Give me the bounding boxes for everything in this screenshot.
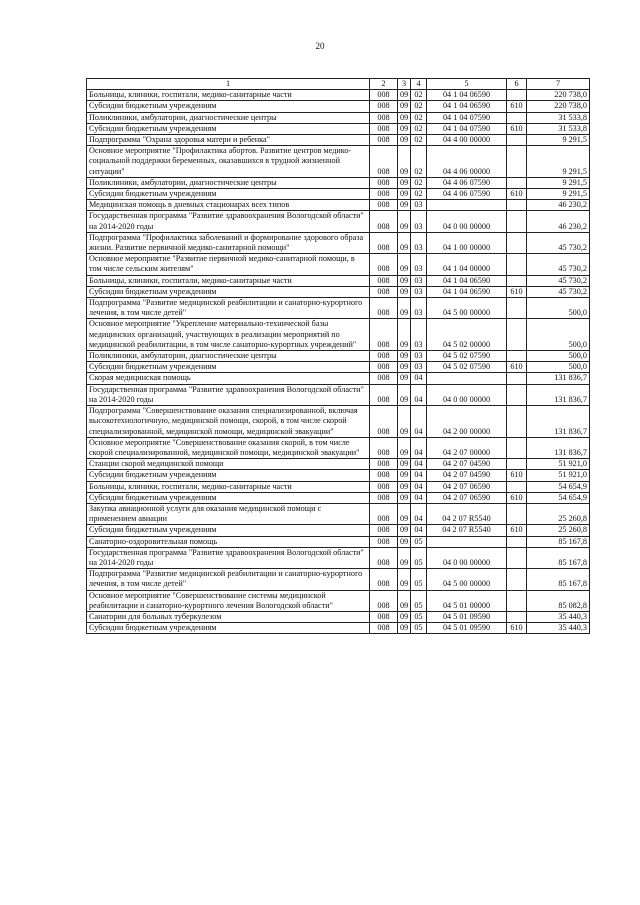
amount-cell: 500,0 <box>527 298 590 319</box>
subsection-code-cell: 02 <box>411 112 427 123</box>
table-row <box>87 470 590 481</box>
table-row <box>87 123 590 134</box>
section-code-cell: 09 <box>398 459 411 470</box>
table-row <box>87 254 590 275</box>
expense-type-cell <box>507 406 527 438</box>
row-name-cell: Субсидии бюджетным учреждениям <box>87 123 370 134</box>
amount-cell: 85 082,8 <box>527 590 590 611</box>
amount-cell: 51 921,0 <box>527 470 590 481</box>
expense-type-cell <box>507 437 527 458</box>
table-row <box>87 503 590 524</box>
expense-type-cell <box>507 146 527 178</box>
target-article-cell: 04 2 07 04590 <box>427 459 507 470</box>
column-header: 5 <box>427 79 507 90</box>
amount-cell: 31 533,8 <box>527 123 590 134</box>
expense-type-cell <box>507 211 527 232</box>
ministry-code-cell: 008 <box>370 525 398 536</box>
ministry-code-cell: 008 <box>370 459 398 470</box>
target-article-cell: 04 1 04 00000 <box>427 254 507 275</box>
expense-type-cell <box>507 351 527 362</box>
amount-cell: 131 836,7 <box>527 373 590 384</box>
table-row <box>87 362 590 373</box>
amount-cell: 35 440,3 <box>527 611 590 622</box>
amount-cell: 220 738,0 <box>527 90 590 101</box>
amount-cell: 9 291,5 <box>527 177 590 188</box>
section-code-cell: 09 <box>398 254 411 275</box>
amount-cell: 25 260,8 <box>527 525 590 536</box>
target-article-cell: 04 1 04 07590 <box>427 112 507 123</box>
row-name-cell: Санаторно-оздоровительная помощь <box>87 536 370 547</box>
ministry-code-cell: 008 <box>370 623 398 634</box>
subsection-code-cell: 04 <box>411 373 427 384</box>
amount-cell: 46 230,2 <box>527 211 590 232</box>
subsection-code-cell: 03 <box>411 286 427 297</box>
section-code-cell: 09 <box>398 406 411 438</box>
amount-cell: 31 533,8 <box>527 112 590 123</box>
expense-type-cell <box>507 459 527 470</box>
amount-cell: 500,0 <box>527 319 590 351</box>
section-code-cell: 09 <box>398 373 411 384</box>
expense-type-cell: 610 <box>507 525 527 536</box>
amount-cell: 85 167,8 <box>527 547 590 568</box>
ministry-code-cell: 008 <box>370 437 398 458</box>
subsection-code-cell: 02 <box>411 177 427 188</box>
expense-type-cell: 610 <box>507 189 527 200</box>
ministry-code-cell: 008 <box>370 503 398 524</box>
ministry-code-cell: 008 <box>370 177 398 188</box>
ministry-code-cell: 008 <box>370 373 398 384</box>
section-code-cell: 09 <box>398 211 411 232</box>
expense-type-cell <box>507 177 527 188</box>
target-article-cell: 04 2 07 06590 <box>427 481 507 492</box>
row-name-cell: Субсидии бюджетным учреждениям <box>87 623 370 634</box>
ministry-code-cell: 008 <box>370 470 398 481</box>
row-name-cell: Государственная программа "Развитие здравоохранения Вологодской области" на 2014-2020 годы <box>87 384 370 405</box>
target-article-cell: 04 4 06 07590 <box>427 177 507 188</box>
amount-cell: 85 167,8 <box>527 569 590 590</box>
section-code-cell: 09 <box>398 362 411 373</box>
row-name-cell: Санатории для больных туберкулезом <box>87 611 370 622</box>
table-row <box>87 298 590 319</box>
table-row <box>87 547 590 568</box>
section-code-cell: 09 <box>398 286 411 297</box>
table-row <box>87 406 590 438</box>
expense-type-cell <box>507 112 527 123</box>
table-row <box>87 611 590 622</box>
ministry-code-cell: 008 <box>370 611 398 622</box>
row-name-cell: Основное мероприятие "Укрепление материально-технической базы медицинских организаций, участвующих в реализации мероприятий по медицинской реабилитации, в том числе санаторно-курортных учреждений" <box>87 319 370 351</box>
section-code-cell: 09 <box>398 101 411 112</box>
table-row <box>87 384 590 405</box>
target-article-cell: 04 5 00 00000 <box>427 569 507 590</box>
ministry-code-cell: 008 <box>370 254 398 275</box>
target-article-cell <box>427 200 507 211</box>
table-row <box>87 189 590 200</box>
row-name-cell: Подпрограмма "Охрана здоровья матери и ребенка" <box>87 135 370 146</box>
table-row <box>87 286 590 297</box>
subsection-code-cell: 03 <box>411 319 427 351</box>
subsection-code-cell: 03 <box>411 351 427 362</box>
amount-cell: 45 730,2 <box>527 254 590 275</box>
target-article-cell <box>427 536 507 547</box>
row-name-cell: Больницы, клиники, госпитали, медико-санитарные части <box>87 481 370 492</box>
table-row <box>87 525 590 536</box>
expense-type-cell <box>507 135 527 146</box>
subsection-code-cell: 03 <box>411 211 427 232</box>
expense-type-cell <box>507 254 527 275</box>
target-article-cell: 04 4 06 07590 <box>427 189 507 200</box>
ministry-code-cell: 008 <box>370 569 398 590</box>
table-row <box>87 101 590 112</box>
ministry-code-cell: 008 <box>370 232 398 253</box>
expense-type-cell <box>507 319 527 351</box>
subsection-code-cell: 02 <box>411 101 427 112</box>
row-name-cell: Подпрограмма "Развитие медицинской реабилитации и санаторно-курортного лечения, в том числе детей" <box>87 298 370 319</box>
row-name-cell: Больницы, клиники, госпитали, медико-санитарные части <box>87 275 370 286</box>
amount-cell: 45 730,2 <box>527 286 590 297</box>
section-code-cell: 09 <box>398 492 411 503</box>
row-name-cell: Основное мероприятие "Развитие первичной медико-санитарной помощи, в том числе сельским жителям" <box>87 254 370 275</box>
row-name-cell: Станции скорой медицинской помощи <box>87 459 370 470</box>
subsection-code-cell: 02 <box>411 135 427 146</box>
subsection-code-cell: 04 <box>411 525 427 536</box>
target-article-cell: 04 1 04 07590 <box>427 123 507 134</box>
amount-cell: 51 921,0 <box>527 459 590 470</box>
expense-type-cell: 610 <box>507 623 527 634</box>
target-article-cell <box>427 373 507 384</box>
ministry-code-cell: 008 <box>370 319 398 351</box>
subsection-code-cell: 03 <box>411 362 427 373</box>
amount-cell: 131 836,7 <box>527 437 590 458</box>
table-row <box>87 481 590 492</box>
subsection-code-cell: 04 <box>411 503 427 524</box>
table-row <box>87 459 590 470</box>
target-article-cell: 04 2 07 00000 <box>427 437 507 458</box>
subsection-code-cell: 04 <box>411 492 427 503</box>
subsection-code-cell: 04 <box>411 384 427 405</box>
target-article-cell: 04 5 01 09590 <box>427 623 507 634</box>
ministry-code-cell: 008 <box>370 384 398 405</box>
table-row <box>87 232 590 253</box>
expense-type-cell: 610 <box>507 286 527 297</box>
column-header: 3 <box>398 79 411 90</box>
expense-type-cell <box>507 232 527 253</box>
amount-cell: 35 440,3 <box>527 623 590 634</box>
amount-cell: 131 836,7 <box>527 384 590 405</box>
ministry-code-cell: 008 <box>370 146 398 178</box>
ministry-code-cell: 008 <box>370 275 398 286</box>
amount-cell: 46 230,2 <box>527 200 590 211</box>
ministry-code-cell: 008 <box>370 406 398 438</box>
row-name-cell: Субсидии бюджетным учреждениям <box>87 286 370 297</box>
table-row <box>87 177 590 188</box>
section-code-cell: 09 <box>398 547 411 568</box>
section-code-cell: 09 <box>398 200 411 211</box>
ministry-code-cell: 008 <box>370 90 398 101</box>
table-row <box>87 90 590 101</box>
subsection-code-cell: 02 <box>411 123 427 134</box>
subsection-code-cell: 04 <box>411 437 427 458</box>
amount-cell: 131 836,7 <box>527 406 590 438</box>
amount-cell: 220 738,0 <box>527 101 590 112</box>
ministry-code-cell: 008 <box>370 211 398 232</box>
table-body <box>87 90 590 634</box>
target-article-cell: 04 5 02 07590 <box>427 351 507 362</box>
row-name-cell: Основное мероприятие "Совершенствование системы медицинской реабилитации и санаторно-курортного лечения Вологодской области" <box>87 590 370 611</box>
target-article-cell: 04 1 04 06590 <box>427 286 507 297</box>
row-name-cell: Субсидии бюджетным учреждениям <box>87 525 370 536</box>
target-article-cell: 04 2 07 R5540 <box>427 503 507 524</box>
target-article-cell: 04 5 01 00000 <box>427 590 507 611</box>
row-name-cell: Государственная программа "Развитие здравоохранения Вологодской области" на 2014-2020 годы <box>87 547 370 568</box>
subsection-code-cell: 03 <box>411 200 427 211</box>
section-code-cell: 09 <box>398 275 411 286</box>
target-article-cell: 04 2 07 04590 <box>427 470 507 481</box>
section-code-cell: 09 <box>398 112 411 123</box>
table-row <box>87 146 590 178</box>
table-row <box>87 351 590 362</box>
subsection-code-cell: 05 <box>411 547 427 568</box>
subsection-code-cell: 03 <box>411 275 427 286</box>
table-row <box>87 112 590 123</box>
target-article-cell: 04 5 02 07590 <box>427 362 507 373</box>
ministry-code-cell: 008 <box>370 536 398 547</box>
subsection-code-cell: 02 <box>411 189 427 200</box>
ministry-code-cell: 008 <box>370 123 398 134</box>
expense-type-cell <box>507 503 527 524</box>
subsection-code-cell: 04 <box>411 459 427 470</box>
ministry-code-cell: 008 <box>370 590 398 611</box>
ministry-code-cell: 008 <box>370 200 398 211</box>
target-article-cell: 04 1 04 06590 <box>427 90 507 101</box>
amount-cell: 54 654,9 <box>527 481 590 492</box>
section-code-cell: 09 <box>398 481 411 492</box>
subsection-code-cell: 03 <box>411 298 427 319</box>
table-row <box>87 569 590 590</box>
section-code-cell: 09 <box>398 146 411 178</box>
amount-cell: 9 291,5 <box>527 135 590 146</box>
column-header: 7 <box>527 79 590 90</box>
expense-type-cell <box>507 590 527 611</box>
ministry-code-cell: 008 <box>370 547 398 568</box>
subsection-code-cell: 04 <box>411 470 427 481</box>
table-row <box>87 536 590 547</box>
amount-cell: 9 291,5 <box>527 146 590 178</box>
section-code-cell: 09 <box>398 536 411 547</box>
row-name-cell: Субсидии бюджетным учреждениям <box>87 492 370 503</box>
amount-cell: 9 291,5 <box>527 189 590 200</box>
ministry-code-cell: 008 <box>370 481 398 492</box>
row-name-cell: Закупка авиационной услуги для оказания медицинской помощи с применением авиации <box>87 503 370 524</box>
amount-cell: 45 730,2 <box>527 232 590 253</box>
target-article-cell: 04 2 07 R5540 <box>427 525 507 536</box>
section-code-cell: 09 <box>398 135 411 146</box>
subsection-code-cell: 03 <box>411 254 427 275</box>
ministry-code-cell: 008 <box>370 362 398 373</box>
subsection-code-cell: 05 <box>411 569 427 590</box>
subsection-code-cell: 03 <box>411 232 427 253</box>
budget-table <box>86 78 590 634</box>
expense-type-cell <box>507 481 527 492</box>
section-code-cell: 09 <box>398 123 411 134</box>
row-name-cell: Поликлиники, амбулатории, диагностические центры <box>87 351 370 362</box>
table-row <box>87 492 590 503</box>
row-name-cell: Субсидии бюджетным учреждениям <box>87 470 370 481</box>
table-row <box>87 275 590 286</box>
row-name-cell: Подпрограмма "Профилактика заболеваний и формирование здорового образа жизни. Развитие первичной медико-санитарной помощи" <box>87 232 370 253</box>
section-code-cell: 09 <box>398 232 411 253</box>
row-name-cell: Субсидии бюджетным учреждениям <box>87 189 370 200</box>
table-row <box>87 623 590 634</box>
expense-type-cell <box>507 569 527 590</box>
section-code-cell: 09 <box>398 298 411 319</box>
expense-type-cell <box>507 373 527 384</box>
amount-cell: 54 654,9 <box>527 492 590 503</box>
section-code-cell: 09 <box>398 470 411 481</box>
expense-type-cell: 610 <box>507 123 527 134</box>
expense-type-cell <box>507 547 527 568</box>
expense-type-cell: 610 <box>507 362 527 373</box>
ministry-code-cell: 008 <box>370 112 398 123</box>
table-row <box>87 211 590 232</box>
row-name-cell: Скорая медицинская помощь <box>87 373 370 384</box>
table-row <box>87 437 590 458</box>
row-name-cell: Основное мероприятие "Профилактика абортов. Развитие центров медико-социальной поддержки беременных, оказавшихся в трудной жизненной ситуации" <box>87 146 370 178</box>
section-code-cell: 09 <box>398 384 411 405</box>
row-name-cell: Поликлиники, амбулатории, диагностические центры <box>87 112 370 123</box>
table-row <box>87 200 590 211</box>
row-name-cell: Подпрограмма "Совершенствование оказания специализированной, включая высокотехнологичную, медицинской помощи, скорой, в том числе скорой специализированной, медицинской помощи, медицинской эвакуации" <box>87 406 370 438</box>
expense-type-cell <box>507 536 527 547</box>
expense-type-cell: 610 <box>507 492 527 503</box>
ministry-code-cell: 008 <box>370 286 398 297</box>
section-code-cell: 09 <box>398 590 411 611</box>
target-article-cell: 04 5 02 00000 <box>427 319 507 351</box>
subsection-code-cell: 05 <box>411 623 427 634</box>
target-article-cell: 04 5 01 09590 <box>427 611 507 622</box>
table-row <box>87 319 590 351</box>
section-code-cell: 09 <box>398 319 411 351</box>
row-name-cell: Больницы, клиники, госпитали, медико-санитарные части <box>87 90 370 101</box>
expense-type-cell <box>507 384 527 405</box>
row-name-cell: Подпрограмма "Развитие медицинской реабилитации и санаторно-курортного лечения, в том числе детей" <box>87 569 370 590</box>
section-code-cell: 09 <box>398 503 411 524</box>
row-name-cell: Субсидии бюджетным учреждениям <box>87 362 370 373</box>
target-article-cell: 04 4 00 00000 <box>427 135 507 146</box>
target-article-cell: 04 1 04 06590 <box>427 275 507 286</box>
section-code-cell: 09 <box>398 611 411 622</box>
section-code-cell: 09 <box>398 177 411 188</box>
expense-type-cell: 610 <box>507 470 527 481</box>
target-article-cell: 04 0 00 00000 <box>427 384 507 405</box>
section-code-cell: 09 <box>398 351 411 362</box>
subsection-code-cell: 02 <box>411 90 427 101</box>
ministry-code-cell: 008 <box>370 351 398 362</box>
amount-cell: 45 730,2 <box>527 275 590 286</box>
section-code-cell: 09 <box>398 525 411 536</box>
ministry-code-cell: 008 <box>370 101 398 112</box>
expense-type-cell <box>507 298 527 319</box>
expense-type-cell <box>507 611 527 622</box>
section-code-cell: 09 <box>398 90 411 101</box>
expense-type-cell <box>507 275 527 286</box>
ministry-code-cell: 008 <box>370 189 398 200</box>
target-article-cell: 04 1 04 06590 <box>427 101 507 112</box>
target-article-cell: 04 0 00 00000 <box>427 211 507 232</box>
subsection-code-cell: 05 <box>411 590 427 611</box>
column-header: 1 <box>87 79 370 90</box>
table-row <box>87 373 590 384</box>
row-name-cell: Медицинская помощь в дневных стационарах всех типов <box>87 200 370 211</box>
amount-cell: 85 167,8 <box>527 536 590 547</box>
amount-cell: 500,0 <box>527 362 590 373</box>
subsection-code-cell: 04 <box>411 481 427 492</box>
section-code-cell: 09 <box>398 437 411 458</box>
row-name-cell: Основное мероприятие "Совершенствование оказания скорой, в том числе скорой специализированной, медицинской помощи, медицинской эвакуации" <box>87 437 370 458</box>
amount-cell: 25 260,8 <box>527 503 590 524</box>
section-code-cell: 09 <box>398 623 411 634</box>
target-article-cell: 04 5 00 00000 <box>427 298 507 319</box>
target-article-cell: 04 1 00 00000 <box>427 232 507 253</box>
target-article-cell: 04 2 07 06590 <box>427 492 507 503</box>
subsection-code-cell: 02 <box>411 146 427 178</box>
expense-type-cell: 610 <box>507 101 527 112</box>
table-row <box>87 590 590 611</box>
column-number-row <box>87 79 590 90</box>
subsection-code-cell: 04 <box>411 406 427 438</box>
target-article-cell: 04 4 06 00000 <box>427 146 507 178</box>
column-header: 4 <box>411 79 427 90</box>
row-name-cell: Государственная программа "Развитие здравоохранения Вологодской области" на 2014-2020 годы <box>87 211 370 232</box>
column-header: 2 <box>370 79 398 90</box>
ministry-code-cell: 008 <box>370 492 398 503</box>
ministry-code-cell: 008 <box>370 298 398 319</box>
section-code-cell: 09 <box>398 569 411 590</box>
amount-cell: 500,0 <box>527 351 590 362</box>
section-code-cell: 09 <box>398 189 411 200</box>
expense-type-cell <box>507 200 527 211</box>
target-article-cell: 04 2 00 00000 <box>427 406 507 438</box>
subsection-code-cell: 05 <box>411 611 427 622</box>
expense-type-cell <box>507 90 527 101</box>
table-row <box>87 135 590 146</box>
column-header: 6 <box>507 79 527 90</box>
ministry-code-cell: 008 <box>370 135 398 146</box>
page-number: 20 <box>315 41 325 51</box>
target-article-cell: 04 0 00 00000 <box>427 547 507 568</box>
row-name-cell: Субсидии бюджетным учреждениям <box>87 101 370 112</box>
row-name-cell: Поликлиники, амбулатории, диагностические центры <box>87 177 370 188</box>
subsection-code-cell: 05 <box>411 536 427 547</box>
